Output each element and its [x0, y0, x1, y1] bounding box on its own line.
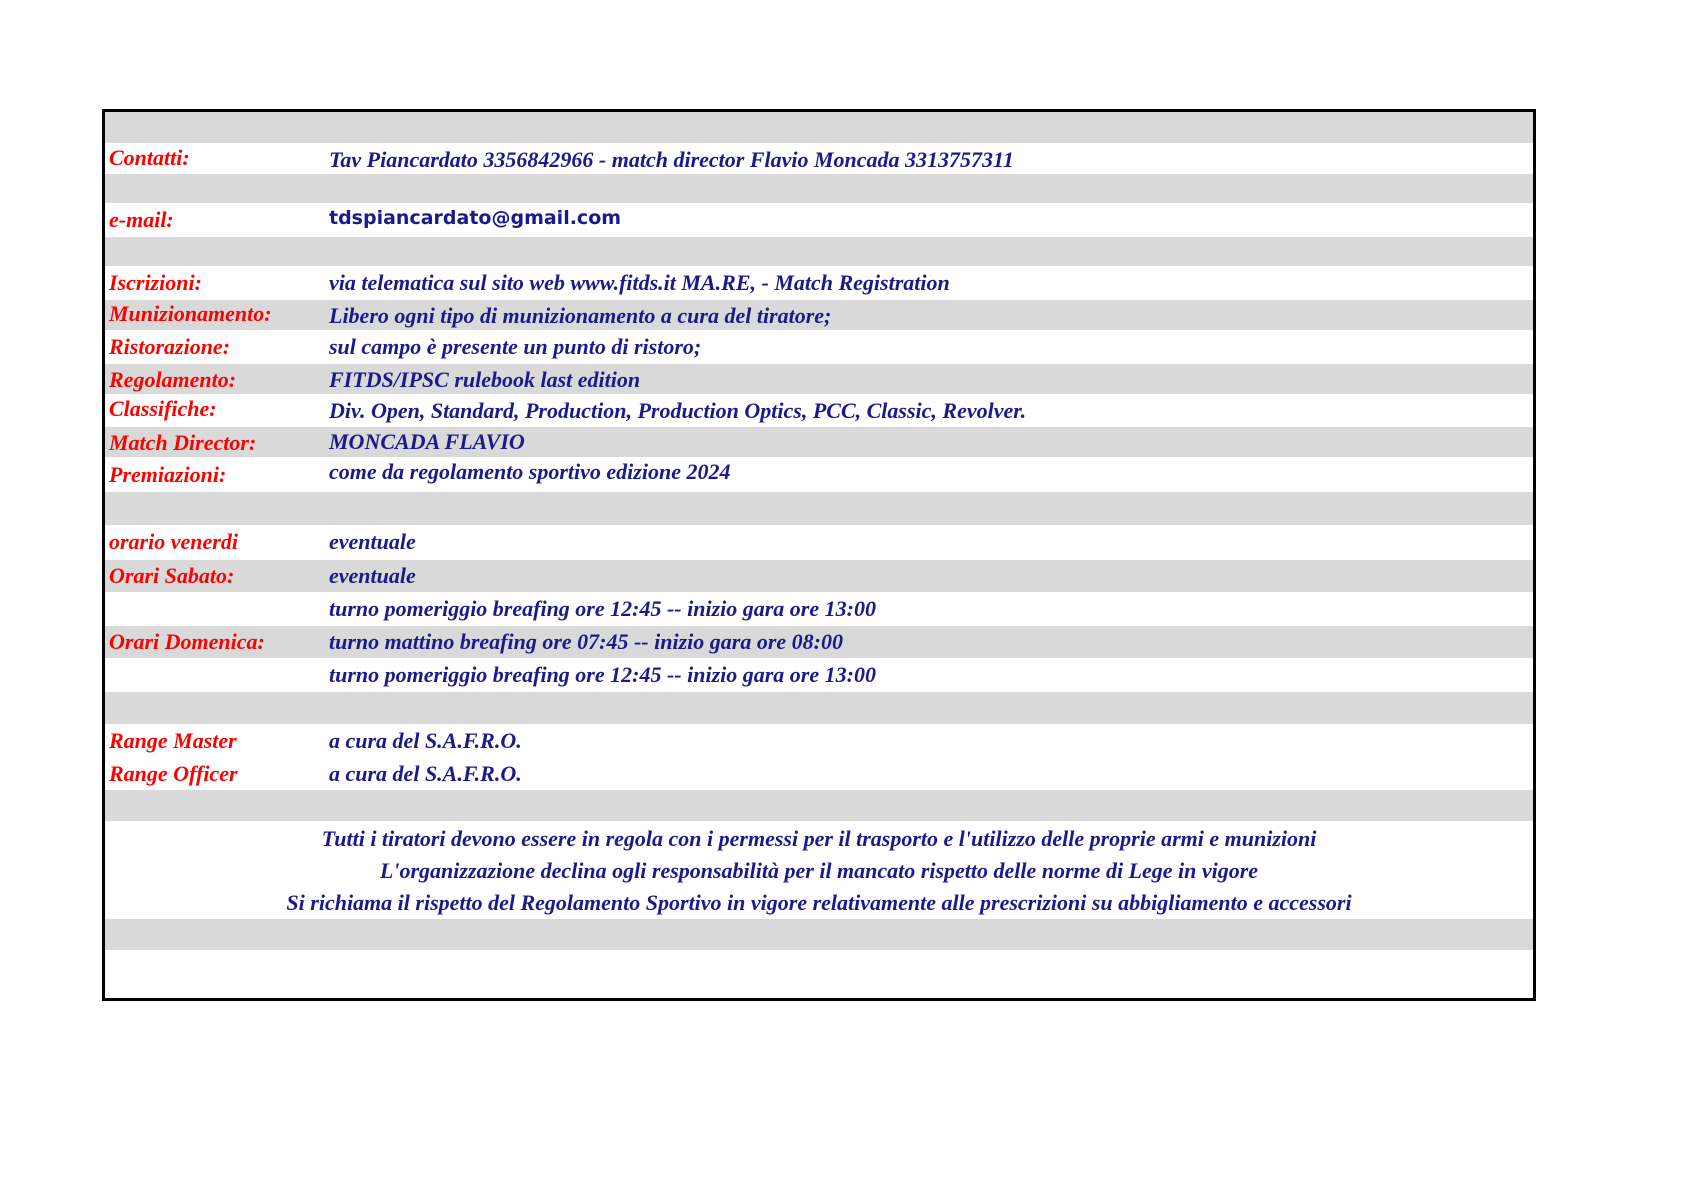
note-responsabilita: L'organizzazione declina ogli responsabilità per il mancato rispetto delle norme di Lege in vigore	[379, 858, 1259, 883]
value-range-officer: a cura del S.A.F.R.O.	[329, 761, 522, 786]
row-range-master	[105, 725, 1533, 757]
label-domenica: Orari Domenica:	[109, 629, 265, 654]
label-venerdi: orario venerdi	[109, 529, 238, 554]
separator-band	[105, 174, 1533, 203]
value-munizionamento: Libero ogni tipo di munizionamento a cura del tiratore;	[329, 303, 832, 328]
email-link[interactable]: tdspiancardato@gmail.com	[329, 207, 622, 229]
separator-band	[105, 919, 1533, 950]
row-classifiche	[105, 395, 1533, 425]
row-venerdi	[105, 526, 1533, 558]
value-match-director: MONCADA FLAVIO	[329, 429, 525, 454]
row-domenica-2	[105, 659, 1533, 691]
value-iscrizioni: via telematica sul sito web www.fitds.it MA.RE, - Match Registration	[329, 270, 950, 295]
row-munizionamento	[105, 300, 1533, 330]
label-contatti: Contatti:	[109, 145, 190, 170]
note-permessi: Tutti i tiratori devono essere in regola con i permessi per il trasporto e l'utilizzo delle proprie armi e munizioni	[321, 826, 1317, 851]
value-contatti: Tav Piancardato 3356842966 - match director Flavio Moncada 3313757311	[329, 147, 1014, 172]
row-contatti	[105, 146, 1533, 172]
info-table	[102, 109, 1536, 1001]
value-domenica-2: turno pomeriggio breafing ore 12:45 -- inizio gara ore 13:00	[329, 662, 876, 687]
row-domenica	[105, 626, 1533, 658]
label-premiazioni: Premiazioni:	[109, 462, 227, 487]
value-range-master: a cura del S.A.F.R.O.	[329, 728, 522, 753]
separator-band	[105, 790, 1533, 821]
label-munizionamento: Munizionamento:	[109, 301, 272, 326]
value-sabato: eventuale	[329, 563, 416, 588]
separator-band	[105, 692, 1533, 724]
separator-band	[105, 112, 1533, 143]
label-classifiche: Classifiche:	[109, 396, 217, 421]
row-regolamento	[105, 364, 1533, 394]
value-sabato-2: turno pomeriggio breafing ore 12:45 -- inizio gara ore 13:00	[329, 596, 876, 621]
row-sabato	[105, 560, 1533, 592]
label-range-officer: Range Officer	[109, 761, 238, 786]
label-regolamento: Regolamento:	[109, 367, 237, 392]
value-venerdi: eventuale	[329, 529, 416, 554]
separator-band	[105, 492, 1533, 525]
label-iscrizioni: Iscrizioni:	[109, 270, 202, 295]
label-ristorazione: Ristorazione:	[109, 334, 231, 359]
row-iscrizioni	[105, 270, 1533, 296]
row-email	[105, 207, 1533, 233]
separator-band	[105, 237, 1533, 266]
row-range-officer	[105, 758, 1533, 790]
value-premiazioni: come da regolamento sportivo edizione 2024	[329, 459, 731, 484]
label-email: e-mail:	[109, 207, 174, 232]
note-regolamento: Si richiama il rispetto del Regolamento Sportivo in vigore relativamente alle prescrizioni su abbigliamento e accessori	[286, 890, 1352, 915]
value-domenica: turno mattino breafing ore 07:45 -- inizio gara ore 08:00	[329, 629, 843, 654]
value-regolamento: FITDS/IPSC rulebook last edition	[329, 367, 641, 392]
row-sabato-2	[105, 593, 1533, 625]
value-classifiche: Div. Open, Standard, Production, Production Optics, PCC, Classic, Revolver.	[329, 398, 1027, 423]
row-match-director	[105, 427, 1533, 457]
label-sabato: Orari Sabato:	[109, 563, 235, 588]
label-range-master: Range Master	[109, 728, 237, 753]
value-ristorazione: sul campo è presente un punto di ristoro;	[329, 334, 702, 359]
label-match-director: Match Director:	[109, 430, 257, 455]
row-ristorazione	[105, 332, 1533, 362]
row-premiazioni	[105, 459, 1533, 491]
